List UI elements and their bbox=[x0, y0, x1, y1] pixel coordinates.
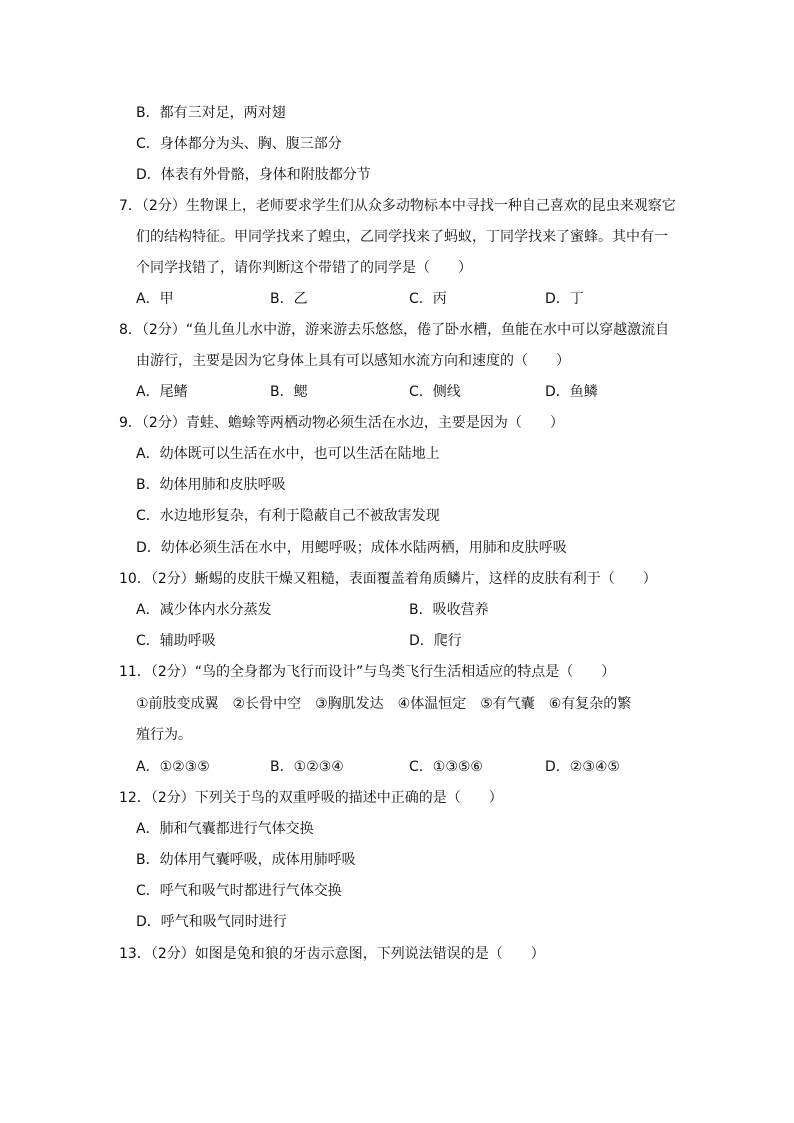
question-12: 12．（2分）下列关于鸟的双重呼吸的描述中正确的是（ ） bbox=[119, 790, 503, 806]
option-a: A．肺和气囊都进行气体交换 bbox=[136, 821, 314, 837]
option-c: C．辅助呼吸 bbox=[136, 633, 216, 649]
option-c: C．丙 bbox=[409, 291, 447, 307]
option-a: A．甲 bbox=[136, 291, 174, 307]
text-line: 们的结构特征。甲同学找来了蝗虫，乙同学找来了蚂蚁，丁同学找来了蜜蜂。其中有一 bbox=[136, 229, 668, 245]
question-7: 7．（2分）生物课上，老师要求学生们从众多动物标本中寻找一种自己喜欢的昆虫来观察它 bbox=[119, 198, 676, 214]
question-10: 10．（2分）蜥蜴的皮肤干燥又粗糙，表面覆盖着角质鳞片，这样的皮肤有利于（ ） bbox=[119, 571, 657, 587]
option-a: A．尾鳍 bbox=[136, 384, 188, 400]
option-c: C．①③⑤⑥ bbox=[409, 759, 483, 775]
text-line: 个同学找错了，请你判断这个带错了的同学是（ ） bbox=[136, 260, 472, 276]
option-c: C．侧线 bbox=[409, 384, 461, 400]
text-line: 由游行，主要是因为它身体上具有可以感知水流方向和速度的（ ） bbox=[136, 353, 570, 369]
text-line: 殖行为。 bbox=[136, 727, 192, 743]
question-9: 9．（2分）青蛙、蟾蜍等两栖动物必须生活在水边，主要是因为（ ） bbox=[119, 415, 564, 431]
option-c: C．呼气和吸气时都进行气体交换 bbox=[136, 883, 342, 899]
option-a: A．减少体内水分蒸发 bbox=[136, 602, 272, 618]
option-d: D．呼气和吸气同时进行 bbox=[136, 914, 287, 930]
option-a: A．①②③⑤ bbox=[136, 759, 210, 775]
option-b: B．①②③④ bbox=[270, 759, 344, 775]
option-d: D．②③④⑤ bbox=[545, 759, 620, 775]
question-8: 8．（2分）“鱼儿鱼儿水中游，游来游去乐悠悠，倦了卧水槽，鱼能在水中可以穿越激流自 bbox=[119, 322, 670, 338]
option-b: B．幼体用肺和皮肤呼吸 bbox=[136, 477, 286, 493]
option-d: D．丁 bbox=[545, 291, 584, 307]
option-a: A．幼体既可以生活在水中，也可以生活在陆地上 bbox=[136, 446, 440, 462]
option-d: D．鱼鳞 bbox=[545, 384, 598, 400]
option-b: B．乙 bbox=[270, 291, 308, 307]
option-c: C．水边地形复杂，有利于隐蔽自己不被敌害发现 bbox=[136, 508, 440, 524]
question-13: 13．（2分）如图是兔和狼的牙齿示意图，下列说法错误的是（ ） bbox=[119, 946, 545, 962]
text-line: B．都有三对足，两对翅 bbox=[136, 105, 286, 121]
option-b: B．幼体用气囊呼吸，成体用肺呼吸 bbox=[136, 852, 356, 868]
question-11: 11．（2分）“鸟的全身都为飞行而设计”与鸟类飞行生活相适应的特点是（ ） bbox=[119, 664, 616, 680]
text-line: ①前肢变成翼 ②长骨中空 ③胸肌发达 ④体温恒定 ⑤有气囊 ⑥有复杂的繁 bbox=[136, 696, 632, 712]
option-d: D．幼体必须生活在水中，用鳃呼吸；成体水陆两栖，用肺和皮肤呼吸 bbox=[136, 540, 567, 556]
option-d: D．爬行 bbox=[409, 633, 462, 649]
option-b: B．吸收营养 bbox=[409, 602, 489, 618]
option-b: B．鳃 bbox=[270, 384, 308, 400]
text-line: D．体表有外骨骼，身体和附肢都分节 bbox=[136, 167, 371, 183]
text-line: C．身体都分为头、胸、腹三部分 bbox=[136, 136, 342, 152]
